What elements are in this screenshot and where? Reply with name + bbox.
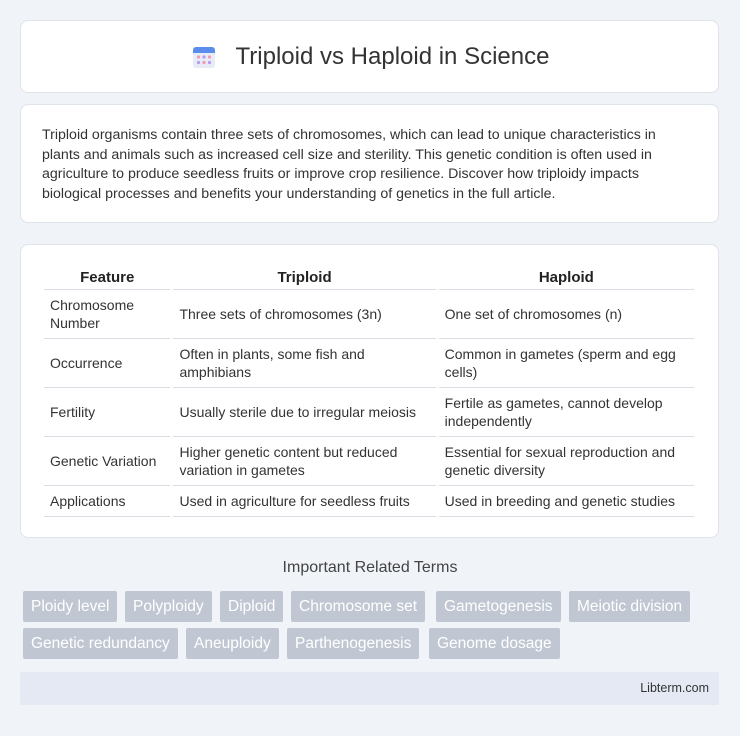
tag-aneuploidy[interactable]: Aneuploidy	[186, 628, 279, 659]
table-row	[44, 486, 694, 517]
tag-ploidy-level[interactable]: Ploidy level	[23, 591, 117, 622]
header-card	[20, 20, 719, 93]
table-card	[20, 244, 719, 538]
tag-meiotic-division[interactable]: Meiotic division	[569, 591, 690, 622]
table-cell: Often in plants, some fish and amphibians	[173, 339, 435, 388]
table-cell: Fertile as gametes, cannot develop independently	[439, 388, 694, 437]
intro-card	[20, 104, 719, 223]
tag-genome-dosage[interactable]: Genome dosage	[429, 628, 560, 659]
table-cell: Usually sterile due to irregular meiosis	[173, 388, 435, 437]
page-title: Triploid vs Haploid in Science	[235, 42, 550, 70]
footer	[20, 672, 719, 705]
intro-text: Triploid organisms contain three sets of chromosomes, which can lead to unique characteristics in plants and animals such as increased cell size and sterility. This genetic condition is often used in agriculture to produce seedless fruits or improve crop resilience. Discover how triploidy impacts biological processes and benefits your understanding of genetics in the full article.	[42, 127, 656, 202]
table-cell: Chromosome Number	[44, 290, 170, 339]
table-cell: Genetic Variation	[44, 437, 170, 486]
table-cell: Essential for sexual reproduction and genetic diversity	[439, 437, 694, 486]
related-terms-title: Important Related Terms	[282, 559, 458, 576]
tag-genetic-redundancy[interactable]: Genetic redundancy	[23, 628, 178, 659]
comparison-table	[41, 264, 697, 517]
tag-gametogenesis[interactable]: Gametogenesis	[436, 591, 561, 622]
header	[190, 43, 550, 71]
calendar-icon	[190, 43, 218, 71]
tag-polyploidy[interactable]: Polyploidy	[125, 591, 212, 622]
table-cell: Higher genetic content but reduced variation in gametes	[173, 437, 435, 486]
table-cell: One set of chromosomes (n)	[439, 290, 694, 339]
table-cell: Common in gametes (sperm and egg cells)	[439, 339, 694, 388]
column-header-haploid: Haploid	[439, 264, 694, 290]
column-header-triploid: Triploid	[173, 264, 435, 290]
table-cell: Used in breeding and genetic studies	[439, 486, 694, 517]
column-header-feature: Feature	[44, 264, 170, 290]
table-row	[44, 388, 694, 437]
table-row	[44, 290, 694, 339]
table-cell: Used in agriculture for seedless fruits	[173, 486, 435, 517]
table-header-row	[44, 264, 694, 290]
table-row	[44, 437, 694, 486]
footer-site-link[interactable]: Libterm.com	[640, 681, 709, 695]
tag-chromosome-set[interactable]: Chromosome set	[291, 591, 425, 622]
table-cell: Applications	[44, 486, 170, 517]
table-cell: Fertility	[44, 388, 170, 437]
tag-parthenogenesis[interactable]: Parthenogenesis	[287, 628, 419, 659]
table-cell: Occurrence	[44, 339, 170, 388]
table-row	[44, 339, 694, 388]
table-cell: Three sets of chromosomes (3n)	[173, 290, 435, 339]
tag-diploid[interactable]: Diploid	[220, 591, 283, 622]
